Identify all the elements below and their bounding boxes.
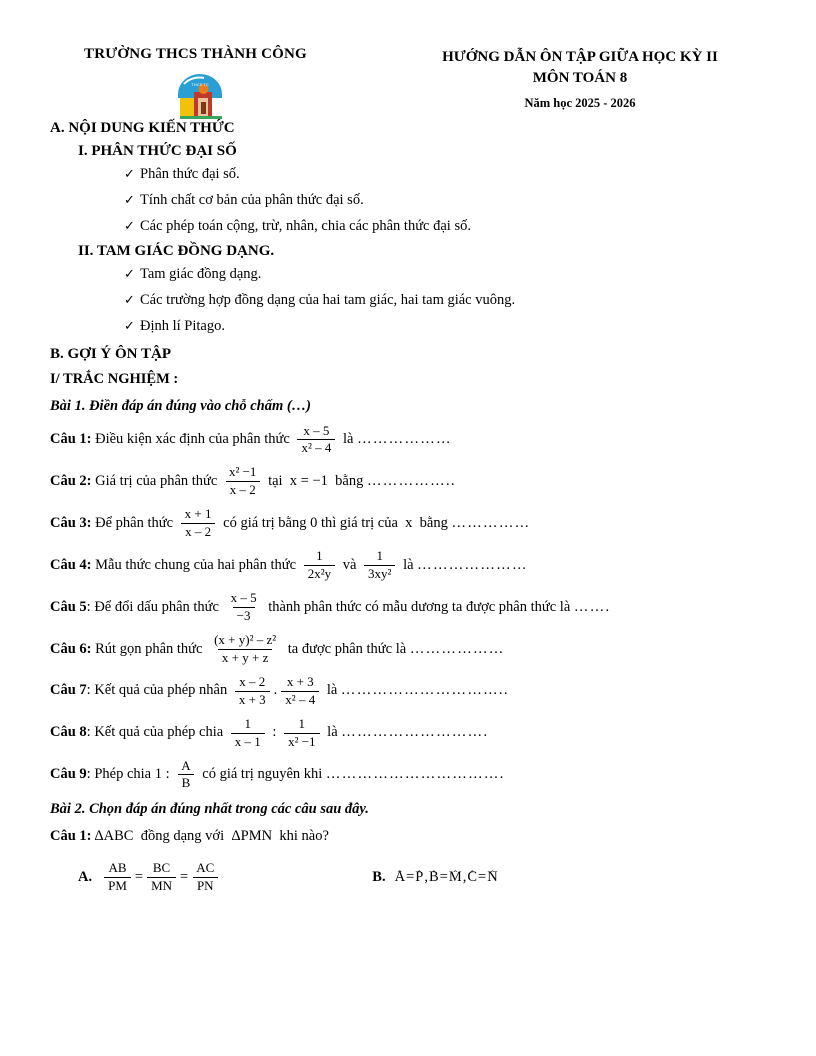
page-title: HƯỚNG DẪN ÔN TẬP GIỮA HỌC KỲ II	[442, 49, 718, 65]
answer-blank: ………………	[409, 640, 505, 657]
document-body	[0, 120, 816, 894]
question-text-after: tại x = −1 bằng	[264, 473, 367, 490]
answer-blank: ……………………….	[341, 724, 489, 741]
fraction-denominator: x + 3	[235, 691, 270, 708]
question-label: Câu 3:	[50, 514, 92, 531]
equals-sign: =	[134, 868, 144, 885]
answer-blank: …………………………….	[325, 766, 505, 783]
angle-n: ‸ N	[486, 869, 498, 886]
question-text-mid: và	[339, 556, 361, 573]
fraction	[177, 759, 194, 792]
option-a-label: A.	[78, 868, 93, 885]
school-logo-icon	[174, 72, 226, 120]
question-7	[50, 675, 760, 708]
fraction-numerator: 1	[316, 548, 323, 564]
fraction-denominator: −3	[233, 607, 255, 624]
list-item-label: Phân thức đại số.	[140, 166, 240, 182]
section-b-title: B. GỢI Ý ÔN TẬP	[50, 345, 171, 362]
svg-text:THCS TC: THCS TC	[191, 82, 209, 87]
part-2-title: II. TAM GIÁC ĐỒNG DẠNG.	[78, 243, 275, 260]
check-icon: ✓	[124, 266, 135, 282]
angle-a: ‸ A	[394, 869, 406, 886]
list-item-label: Tam giác đồng dạng.	[140, 266, 262, 283]
equals-sign: =	[439, 868, 448, 885]
question-label: Câu 7	[50, 682, 87, 699]
fraction	[281, 675, 319, 708]
fraction-denominator: B	[178, 774, 195, 791]
fraction-numerator: BC	[152, 859, 171, 875]
list-item	[124, 264, 760, 286]
fraction-numerator: x – 5	[230, 590, 257, 605]
question-label: Câu 4:	[50, 556, 92, 573]
fraction-numerator: x + 1	[184, 506, 212, 522]
fraction-denominator: x² −1	[284, 733, 319, 750]
question-text: : Kết quả của phép chia	[86, 724, 227, 741]
equals-sign: =	[478, 868, 487, 885]
equals-sign: =	[406, 868, 415, 885]
fraction	[364, 549, 395, 582]
question-label: Câu 1:	[50, 431, 92, 448]
angle-b: ‸ B	[428, 869, 440, 886]
question-text: : Kết quả của phép nhân	[86, 682, 231, 699]
fraction-numerator: (x + y)² – z²	[214, 631, 277, 647]
question-text-after: ta được phân thức là	[284, 640, 410, 657]
check-icon: ✓	[124, 217, 135, 233]
fraction	[147, 861, 176, 894]
equals-sign: =	[180, 868, 189, 885]
question-text-mid: :	[268, 724, 281, 741]
question-text-after: là	[323, 682, 341, 699]
section-b-sub: I/ TRẮC NGHIỆM :	[50, 370, 179, 387]
question-text: : Để đổi dấu phân thức	[86, 598, 223, 615]
question-text: Giá trị của phân thức	[91, 473, 221, 490]
question-text-after: là	[339, 431, 358, 448]
answer-blank: ………………	[357, 431, 452, 448]
fraction-numerator: 1	[376, 548, 383, 564]
question-text: ΔABC đồng dạng với ΔPMN khi nào?	[91, 828, 329, 845]
fraction-denominator: PM	[104, 877, 131, 894]
fraction-denominator: PN	[193, 877, 218, 894]
question-text-after: là	[323, 724, 342, 741]
fraction-denominator: x + y + z	[218, 649, 272, 666]
question-9	[50, 759, 760, 792]
fraction-denominator: 2x²y	[304, 565, 335, 582]
check-icon: ✓	[124, 191, 135, 207]
document-header	[0, 0, 816, 112]
question-text-mid: .	[273, 682, 278, 699]
fraction-denominator: MN	[147, 877, 176, 894]
question-text-after: có giá trị nguyên khi	[198, 766, 326, 783]
fraction-denominator: x – 2	[181, 523, 215, 540]
fraction-denominator: x – 2	[226, 481, 260, 498]
separator: ,	[462, 868, 467, 885]
list-item	[124, 216, 760, 238]
answer-blank: …………………………..	[340, 682, 509, 699]
fraction	[284, 717, 319, 750]
list-item	[124, 164, 760, 186]
list-item-label: Tính chất cơ bản của phân thức đại số.	[140, 191, 364, 208]
check-icon: ✓	[124, 317, 135, 333]
list-item-label: Các phép toán cộng, trừ, nhân, chia các phân thức đại số.	[140, 217, 471, 234]
fraction-denominator: x – 1	[231, 733, 265, 750]
question-text: Mẫu thức chung của hai phân thức	[91, 556, 300, 573]
question-text: : Phép chia 1 :	[86, 766, 174, 783]
fraction-numerator: AB	[108, 859, 127, 875]
fraction	[225, 465, 260, 498]
question-text: Rút gọn phân thức	[91, 640, 207, 657]
fraction-numerator: x + 3	[286, 673, 314, 689]
question-1	[50, 424, 760, 457]
bai-1-title: Bài 1. Điền đáp án đúng vào chỗ chấm (…)	[50, 397, 312, 414]
list-item	[124, 190, 760, 212]
mcq-option-a[interactable]	[78, 861, 222, 894]
question-label: Câu 9	[50, 766, 87, 783]
angle-p: ‸ P	[414, 869, 424, 886]
fraction-numerator: x² −1	[228, 464, 257, 480]
question-6	[50, 633, 760, 666]
fraction	[210, 633, 280, 666]
fraction	[104, 861, 131, 894]
list-item	[124, 316, 760, 338]
answer-blank: …………………	[417, 556, 528, 573]
fraction	[304, 549, 335, 582]
question-label: Câu 6:	[50, 640, 92, 657]
fraction	[181, 507, 216, 540]
answer-blank: ……………..	[366, 473, 456, 490]
question-3	[50, 507, 760, 540]
fraction	[231, 717, 265, 750]
question-8	[50, 717, 760, 750]
part-1-title: I. PHÂN THỨC ĐẠI SỐ	[78, 143, 237, 159]
list-item	[124, 290, 760, 312]
list-item-label: Các trường hợp đồng dạng của hai tam giác, hai tam giác vuông.	[140, 292, 516, 308]
fraction-numerator: A	[181, 757, 191, 773]
fraction-denominator: 3xy²	[364, 565, 395, 582]
question-label: Câu 1:	[50, 828, 92, 845]
question-label: Câu 8	[50, 724, 87, 741]
fraction-numerator: AC	[196, 859, 215, 875]
question-label: Câu 2:	[50, 473, 92, 490]
fraction-denominator: x² – 4	[297, 439, 335, 456]
mcq-question-1	[50, 827, 760, 847]
fraction	[297, 424, 335, 457]
fraction-numerator: 1	[298, 715, 306, 731]
fraction-numerator: x – 5	[303, 422, 330, 438]
question-2	[50, 465, 760, 498]
mcq-options-row	[50, 861, 760, 894]
list-item-label: Định lí Pitago.	[140, 317, 225, 334]
mcq-option-b[interactable]	[372, 869, 498, 886]
option-b-label: B.	[372, 868, 386, 885]
question-4	[50, 549, 760, 582]
question-text-after: có giá trị bằng 0 thì giá trị của x bằng	[219, 514, 452, 531]
check-icon: ✓	[124, 166, 135, 181]
answer-blank: ……………	[451, 514, 531, 531]
question-text: Để phân thức	[91, 514, 177, 531]
check-icon: ✓	[124, 292, 135, 307]
question-text-after: thành phân thức có mẫu dương ta được phân thức là	[264, 598, 574, 615]
question-text: Điều kiện xác định của phân thức	[91, 431, 294, 448]
section-a-title: A. NỘI DUNG KIẾN THỨC	[50, 120, 235, 136]
question-5	[50, 591, 760, 624]
separator: ,	[424, 868, 428, 885]
school-name: TRƯỜNG THCS THÀNH CÔNG	[84, 46, 307, 62]
bai-2-title: Bài 2. Chọn đáp án đúng nhất trong các câu sau đây.	[50, 801, 369, 818]
answer-blank: …….	[573, 598, 611, 615]
question-text-after: là	[399, 556, 418, 573]
fraction	[192, 861, 218, 894]
fraction	[227, 591, 261, 624]
fraction-numerator: 1	[244, 715, 252, 731]
school-year: Năm học 2025 - 2026	[524, 96, 636, 110]
question-label: Câu 5	[50, 598, 87, 615]
subject-title: MÔN TOÁN 8	[532, 70, 628, 86]
angle-m: ‸ M	[448, 869, 463, 886]
angle-c: ‸ C	[466, 869, 478, 886]
fraction-denominator: x² – 4	[281, 691, 319, 708]
fraction-numerator: x – 2	[239, 673, 266, 689]
fraction	[235, 675, 270, 708]
